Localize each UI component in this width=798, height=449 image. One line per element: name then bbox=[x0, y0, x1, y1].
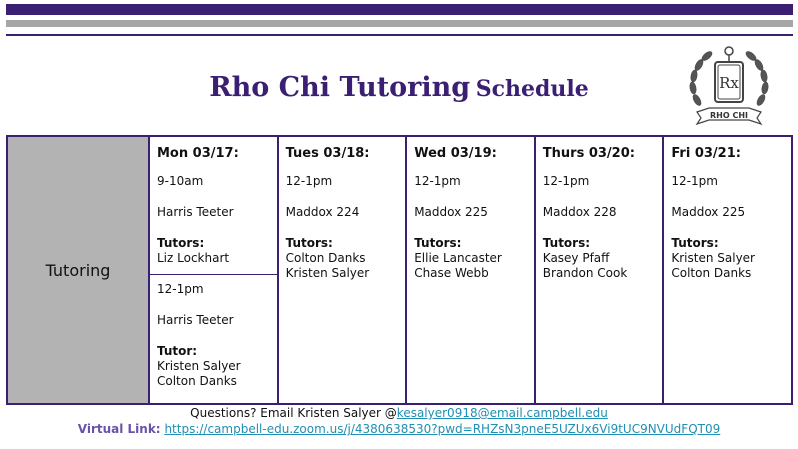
slot-location: Maddox 228 bbox=[542, 205, 617, 219]
monday-slot-2 bbox=[150, 275, 277, 389]
day-header: Fri 03/21: bbox=[671, 146, 741, 161]
slot-location: Harris Teeter bbox=[157, 205, 234, 219]
tutors-label: Tutors: bbox=[414, 236, 462, 250]
slot-location: Harris Teeter bbox=[157, 313, 234, 327]
logo-banner-text: RHO CHI bbox=[710, 111, 748, 120]
title-rest: Schedule bbox=[475, 76, 589, 102]
rho-chi-logo bbox=[683, 42, 775, 132]
slot-location: Maddox 224 bbox=[285, 205, 360, 219]
slot-time: 12-1pm bbox=[285, 174, 333, 188]
page-title bbox=[0, 72, 798, 103]
tutor-name: Colton Danks bbox=[285, 251, 366, 265]
day-header: Thurs 03/20: bbox=[542, 146, 635, 161]
slot-time: 12-1pm bbox=[414, 174, 461, 188]
questions-text: Questions? Email Kristen Salyer @ bbox=[190, 406, 397, 420]
day-cell-tue bbox=[278, 136, 407, 404]
tutors-label: Tutors: bbox=[285, 236, 333, 250]
slot-time: 12-1pm bbox=[671, 174, 718, 188]
thin-purple-line bbox=[6, 34, 793, 36]
title-main: Rho Chi Tutoring bbox=[209, 72, 471, 103]
day-header: Wed 03/19: bbox=[414, 146, 497, 161]
tutor-name: Kristen Salyer bbox=[671, 251, 755, 265]
tutor-name: Ellie Lancaster bbox=[414, 251, 502, 265]
day-header: Tues 03/18: bbox=[285, 146, 370, 161]
tutor-name: Kristen Salyer bbox=[157, 359, 241, 373]
slot-time: 12-1pm bbox=[542, 174, 590, 188]
tutor-name: Kristen Salyer bbox=[285, 266, 370, 280]
logo-letters: Rx bbox=[719, 74, 739, 92]
day-cell-mon bbox=[149, 136, 278, 404]
row-label-cell bbox=[7, 136, 149, 404]
tutor-name: Colton Danks bbox=[671, 266, 752, 280]
virtual-link-label: Virtual Link: bbox=[77, 422, 161, 436]
tutor-name: Liz Lockhart bbox=[157, 251, 230, 265]
tutors-label: Tutors: bbox=[157, 236, 205, 250]
day-cell-thu bbox=[535, 136, 664, 404]
gray-bar bbox=[6, 20, 793, 27]
tutors-label: Tutor: bbox=[157, 344, 198, 358]
monday-slot-1 bbox=[150, 137, 277, 275]
questions-line bbox=[0, 406, 798, 420]
top-purple-bar bbox=[6, 4, 793, 15]
slot-location: Maddox 225 bbox=[671, 205, 746, 219]
tutors-label: Tutors: bbox=[542, 236, 591, 250]
day-cell-fri bbox=[663, 136, 792, 404]
tutor-name: Brandon Cook bbox=[542, 266, 628, 280]
tutors-label: Tutors: bbox=[671, 236, 719, 250]
zoom-link[interactable]: https://campbell-edu.zoom.us/j/4380638530?pwd=RHZsN3pneE5UZUx6Vi9tUC9NVUdFQT09 bbox=[164, 422, 721, 436]
virtual-link-line bbox=[0, 422, 798, 436]
day-header: Mon 03/17: bbox=[157, 146, 239, 161]
day-cell-wed bbox=[406, 136, 535, 404]
slot-time: 9-10am bbox=[157, 174, 204, 188]
tutor-name: Chase Webb bbox=[414, 266, 489, 280]
schedule-table bbox=[6, 135, 793, 405]
email-link[interactable]: kesalyer0918@email.campbell.edu bbox=[396, 406, 608, 420]
slot-location: Maddox 225 bbox=[414, 205, 488, 219]
row-label: Tutoring bbox=[45, 260, 111, 280]
slot-time: 12-1pm bbox=[157, 282, 204, 296]
tutor-name: Kasey Pfaff bbox=[542, 251, 610, 265]
tutor-name: Colton Danks bbox=[157, 374, 237, 388]
